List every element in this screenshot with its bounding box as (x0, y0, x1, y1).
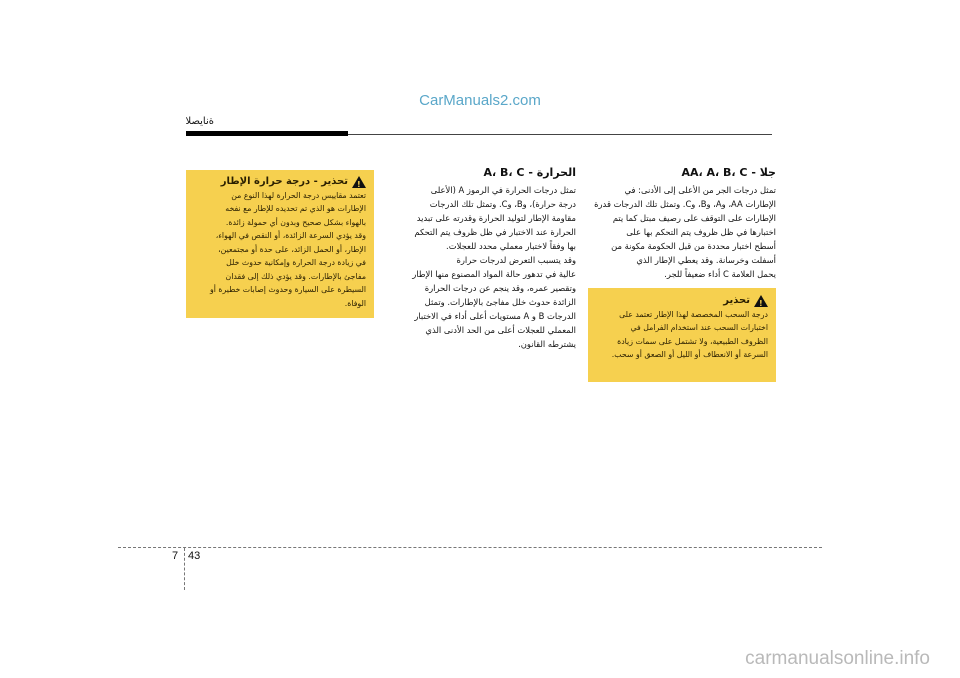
traction-title: جلا - AA، A، B، C (681, 166, 776, 179)
temperature-warning-text: تعتمد مقاييس درجة الحرارة لهذا النوع من الإطارات هو الذي تم تحديده للإطار مع نفخه بالهواء بشكل صحيح وبدون أي حمولة زائدة. وقد يؤدي السرعة الزائدة، أو النقص في الهواء، الإطار، أو الحمل الزائد، على حدة أو مجتمعين، في زيادة درجة الحرارة وإمكانية حدوث خلل مفاجئ بالإطارات. وقد يؤدي ذلك إلى فقدان السيطرة على السيارة وحدوث إصابات خطيرة أو الوفاة. (209, 190, 366, 308)
section-title: ةنايصلا (185, 116, 214, 127)
traction-warning-header (596, 294, 768, 308)
page-number: 43 (188, 550, 201, 562)
warning-triangle-icon (754, 295, 768, 307)
temperature-warning-box (186, 170, 374, 318)
watermark-bottom: carmanualsonline.info (745, 648, 930, 669)
traction-warning-title: تحذير (723, 295, 750, 306)
chapter-number: 7 (172, 550, 179, 562)
temperature-warning-header (194, 175, 366, 189)
traction-warning-box (588, 288, 776, 382)
temperature-text: تمثل درجات الحرارة في الرموز A (الأعلى درجة حرارة)، وB، وC. وتمثل تلك الدرجات مقاومة الإطار لتوليد الحرارة وقدرته على تبديد الحرارة عند الاختبار في ظل ظروف يتم التحكم بها وفقاً لاختبار معملي محدد للعجلات. وقد يتسبب التعرض لدرجات حرارة عالية في تدهور حالة المواد المصنوع منها الإطار وتقصير عمره، وقد ينجم عن درجات الحرارة الزائدة حدوث خلل مفاجئ بالإطارات. وتمثل الدرجات B و A مستويات أعلى أداء في الاختبار المعملي للعجلات أعلى من الحد الأدنى الذي يشترطه القانون. (412, 185, 576, 349)
footer-divider (118, 547, 822, 548)
temperature-warning-title: تحذير - درجة حرارة الإطار (220, 176, 348, 187)
footer-vertical-divider (184, 548, 185, 590)
header-rule-bold (186, 131, 348, 136)
traction-text: تمثل درجات الجر من الأعلى إلى الأدنى: في الإطارات AA، وA، وB، وC. وتمثل تلك الدرجات قدرة الإطارات على التوقف على رصيف مبتل كما يتم اختبارها في ظل ظروف يتم التحكم بها على أسطح اختبار محددة من قبل الحكومة مكونة من أسفلت وخرسانة. وقد يعطي الإطار الذي يحمل العلامة C أداء ضعيفاً للجر. (594, 185, 776, 279)
traction-warning-text: درجة السحب المخصصة لهذا الإطار تعتمد على اختبارات السحب عند استخدام الفرامل في الظروف الطبيعية، ولا تشتمل على سمات زيادة السرعة أو الانعطاف أو الليل أو الصعق أو سحب. (611, 309, 768, 359)
warning-triangle-icon (352, 176, 366, 188)
watermark-top: CarManuals2.com (419, 92, 541, 109)
traction-section (588, 166, 776, 281)
temperature-section (386, 166, 576, 351)
temperature-title: الحرارة - A، B، C (483, 166, 576, 179)
